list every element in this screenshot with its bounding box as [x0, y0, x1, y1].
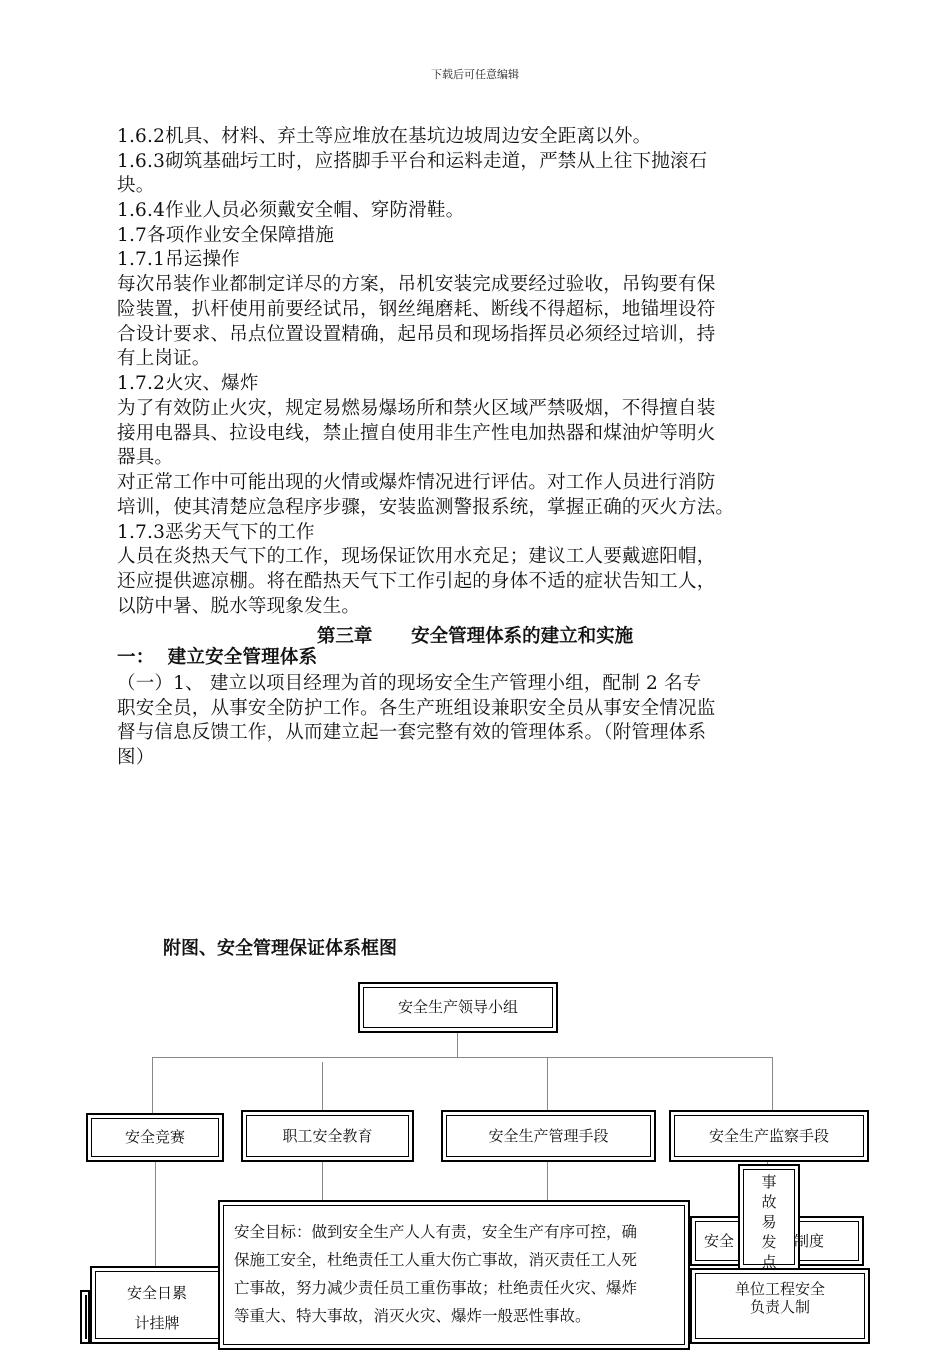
org-box-char: 点	[761, 1253, 777, 1271]
text-line: 有上岗证。	[117, 348, 211, 369]
org-box-label: 计挂牌	[134, 1314, 180, 1332]
org-box-edge	[80, 1290, 90, 1344]
text-line: 对正常工作中可能出现的火情或爆炸情况进行评估。对工作人员进行消防	[117, 472, 716, 493]
text-line: 培训，使其清楚应急程序步骤，安装监测警报系统，掌握正确的灭火方法。	[117, 497, 735, 518]
text-line: 接用电器具、拉设电线，禁止擅自使用非生产性电加热器和煤油炉等明火	[117, 423, 716, 444]
org-box-label: 安全	[704, 1232, 735, 1250]
org-box-label: 制度	[794, 1232, 825, 1250]
text-line: 1.6.3砌筑基础圬工时，应搭脚手平台和运料走道，严禁从上往下抛滚石	[117, 151, 708, 172]
org-box-competition	[86, 1113, 224, 1162]
org-box-unit-responsible	[690, 1268, 870, 1344]
text-line: 1.6.4作业人员必须戴安全帽、穿防滑鞋。	[117, 200, 465, 221]
connector	[547, 1162, 548, 1202]
org-box-supervision	[669, 1110, 869, 1162]
org-box-label: 负责人制	[749, 1298, 810, 1316]
figure-title: 附图、安全管理保证体系框图	[163, 938, 397, 959]
text-line: 每次吊装作业都制定详尽的方案，吊机安装完成要经过验收，吊钩要有保	[117, 274, 716, 295]
text-line: 器具。	[117, 447, 174, 468]
safety-target-box	[218, 1200, 690, 1350]
text-line: 1.6.2机具、材料、弃土等应堆放在基坑边坡周边安全距离以外。	[117, 126, 652, 147]
connector	[547, 1057, 548, 1113]
org-top-label: 安全生产领导小组	[397, 998, 518, 1016]
org-box-accident-points	[738, 1164, 800, 1270]
target-line: 安全目标：做到安全生产人人有责，安全生产有序可控，确	[234, 1223, 638, 1241]
text-line: 险装置，扒杆使用前要经试吊，钢丝绳磨耗、断线不得超标，地锚埋设符	[117, 299, 716, 320]
para-line: 职安全员，从事安全防护工作。各生产班组设兼职安全员从事安全情况监	[117, 698, 716, 719]
text-line: 还应提供遮凉棚。将在酷热天气下工作引起的身体不适的症状告知工人，	[117, 571, 716, 592]
connector	[155, 1162, 156, 1267]
text-line: 1.7.2火灾、爆炸	[117, 373, 259, 394]
text-line: 块。	[117, 175, 155, 196]
text-line: 1.7.1吊运操作	[117, 249, 240, 270]
text-line: 人员在炎热天气下的工作，现场保证饮用水充足；建议工人要戴遮阳帽，	[117, 546, 716, 567]
org-box-label: 安全生产监察手段	[708, 1127, 829, 1145]
text-line: 为了有效防止火灾，规定易燃易爆场所和禁火区域严禁吸烟，不得擅自装	[117, 398, 716, 419]
org-box-management	[441, 1110, 656, 1162]
org-box-label: 单位工程安全	[734, 1280, 825, 1298]
connector	[457, 1033, 458, 1057]
target-line: 亡事故，努力减少责任员工重伤事故；杜绝责任火灾、爆炸	[234, 1279, 638, 1297]
org-box-char: 发	[761, 1233, 777, 1251]
connector	[772, 1057, 773, 1113]
connector	[322, 1162, 323, 1202]
connector	[322, 1062, 323, 1114]
org-box-education	[241, 1110, 414, 1162]
section-heading: 一： 建立安全管理体系	[117, 647, 318, 668]
text-line: 以防中暑、脱水等现象发生。	[117, 596, 361, 617]
connector	[152, 1057, 772, 1058]
org-box-label: 安全日累	[126, 1284, 187, 1302]
para-line: 图）	[117, 747, 155, 768]
para-line: 督与信息反馈工作，从而建立起一套完整有效的管理体系。（附管理体系	[117, 722, 707, 743]
org-box-label: 安全竞赛	[124, 1128, 185, 1146]
org-box-label: 安全生产管理手段	[488, 1127, 609, 1145]
text-line: 合设计要求、吊点位置设置精确，起吊员和现场指挥员必须经过培训，持	[117, 324, 716, 345]
connector	[152, 1057, 153, 1113]
org-box-daily-count	[90, 1266, 224, 1344]
para-line: （一）1、 建立以项目经理为首的现场安全生产管理小组，配制 2 名专	[117, 673, 702, 694]
target-line: 保施工安全，杜绝责任工人重大伤亡事故，消灭责任工人死	[234, 1251, 638, 1269]
org-top-box	[358, 982, 558, 1033]
org-box-char: 故	[761, 1193, 777, 1211]
page-header: 下载后可任意编辑	[431, 68, 519, 81]
org-box-char: 事	[761, 1173, 777, 1191]
org-box-label: 职工安全教育	[282, 1127, 373, 1145]
text-line: 1.7.3恶劣天气下的工作	[117, 522, 315, 543]
target-line: 等重大、特大事故，消灭火灾、爆炸一般恶性事故。	[234, 1307, 591, 1325]
chapter-title: 第三章 安全管理体系的建立和实施	[316, 626, 634, 647]
org-box-char: 易	[761, 1213, 777, 1231]
text-line: 1.7各项作业安全保障措施	[117, 225, 335, 246]
